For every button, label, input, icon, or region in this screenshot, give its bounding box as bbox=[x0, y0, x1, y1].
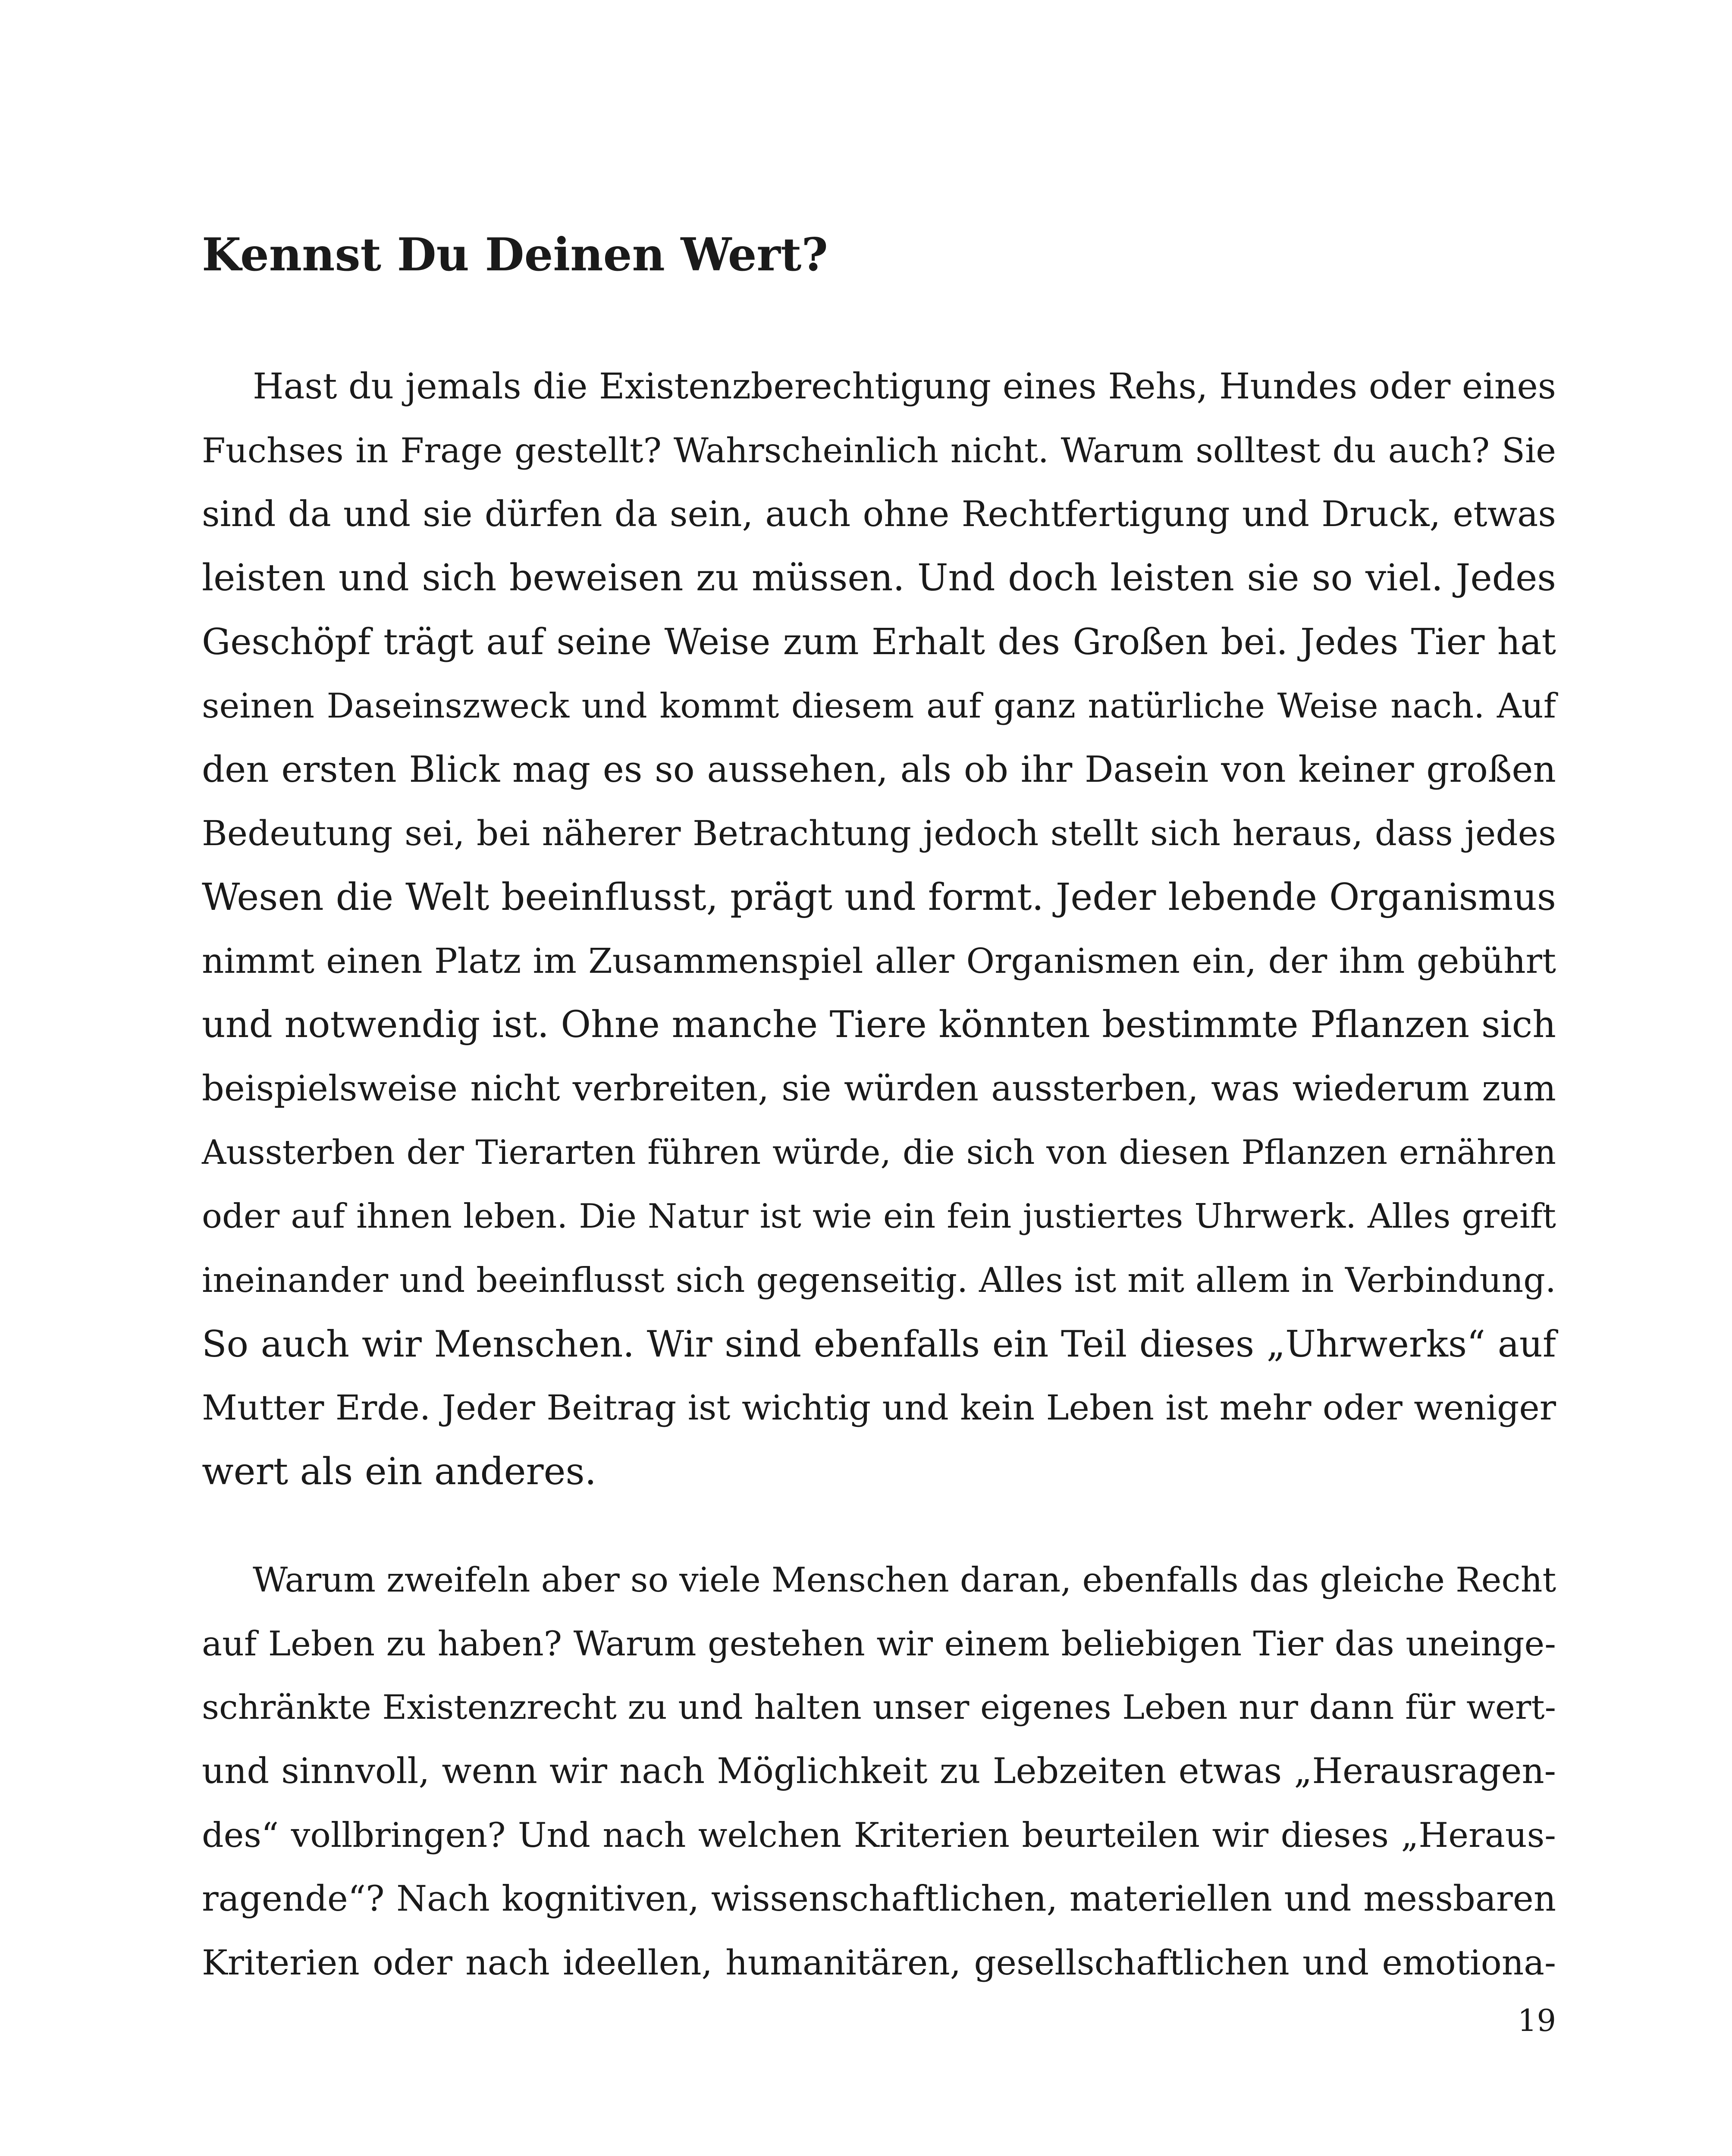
text-line: Warum zweifeln aber so viele Menschen daran, ebenfalls das gleiche Recht bbox=[253, 1560, 1556, 1600]
text-line: ragende“? Nach kognitiven, wissenschaftlichen, materiellen und messbaren bbox=[202, 1879, 1556, 1919]
text-line: Bedeutung sei, bei näherer Betrachtung jedoch stellt sich heraus, dass jedes bbox=[202, 813, 1556, 853]
text-line: des“ vollbringen? Und nach welchen Kriterien beurteilen wir dieses „Heraus- bbox=[202, 1815, 1556, 1855]
text-line: Kriterien oder nach ideellen, humanitären, gesellschaftlichen und emotiona- bbox=[202, 1943, 1556, 1983]
paragraph-2 bbox=[202, 1548, 1556, 1995]
text-line: Geschöpf trägt auf seine Weise zum Erhalt des Großen bei. Jedes Tier hat bbox=[202, 621, 1556, 663]
paragraph-1 bbox=[202, 355, 1556, 1504]
page-number: 19 bbox=[1517, 2003, 1556, 2038]
text-line: Aussterben der Tierarten führen würde, die sich von diesen Pflanzen ernähren bbox=[202, 1133, 1556, 1172]
text-line: den ersten Blick mag es so aussehen, als ob ihr Dasein von keiner großen bbox=[202, 749, 1556, 790]
chapter-title: Kennst Du Deinen Wert? bbox=[202, 228, 828, 281]
text-line: Mutter Erde. Jeder Beitrag ist wichtig und kein Leben ist mehr oder weniger bbox=[202, 1388, 1556, 1428]
text-line: sind da und sie dürfen da sein, auch ohne Rechtfertigung und Druck, etwas bbox=[202, 494, 1556, 535]
text-line: beispielsweise nicht verbreiten, sie würden aussterben, was wiederum zum bbox=[202, 1069, 1556, 1109]
text-line: Hast du jemals die Existenzberechtigung eines Rehs, Hundes oder eines bbox=[253, 366, 1556, 407]
text-line: und notwendig ist. Ohne manche Tiere könnten bestimmte Pflanzen sich bbox=[202, 1003, 1556, 1046]
text-line: So auch wir Menschen. Wir sind ebenfalls ein Teil dieses „Uhrwerks“ auf bbox=[202, 1323, 1556, 1365]
text-line: leisten und sich beweisen zu müssen. Und doch leisten sie so viel. Jedes bbox=[202, 557, 1556, 599]
text-line: auf Leben zu haben? Warum gestehen wir einem beliebigen Tier das uneinge- bbox=[202, 1624, 1556, 1664]
text-line: Wesen die Welt beeinflusst, prägt und formt. Jeder lebende Organismus bbox=[202, 876, 1556, 919]
text-line: seinen Daseinszweck und kommt diesem auf ganz natürliche Weise nach. Auf bbox=[202, 686, 1556, 726]
text-line: Fuchses in Frage gestellt? Wahrscheinlich nicht. Warum solltest du auch? Sie bbox=[202, 431, 1556, 470]
text-line: nimmt einen Platz im Zusammenspiel aller Organismen ein, der ihm gebührt bbox=[202, 941, 1556, 981]
text-line: schränkte Existenzrecht zu und halten unser eigenes Leben nur dann für wert- bbox=[202, 1688, 1556, 1727]
text-line: und sinnvoll, wenn wir nach Möglichkeit zu Lebzeiten etwas „Herausragen- bbox=[202, 1751, 1556, 1792]
text-line: ineinander und beeinflusst sich gegenseitig. Alles ist mit allem in Verbindung. bbox=[202, 1260, 1556, 1300]
text-line: oder auf ihnen leben. Die Natur ist wie ein fein justiertes Uhrwerk. Alles greift bbox=[202, 1197, 1556, 1236]
text-line: wert als ein anderes. bbox=[202, 1450, 596, 1493]
